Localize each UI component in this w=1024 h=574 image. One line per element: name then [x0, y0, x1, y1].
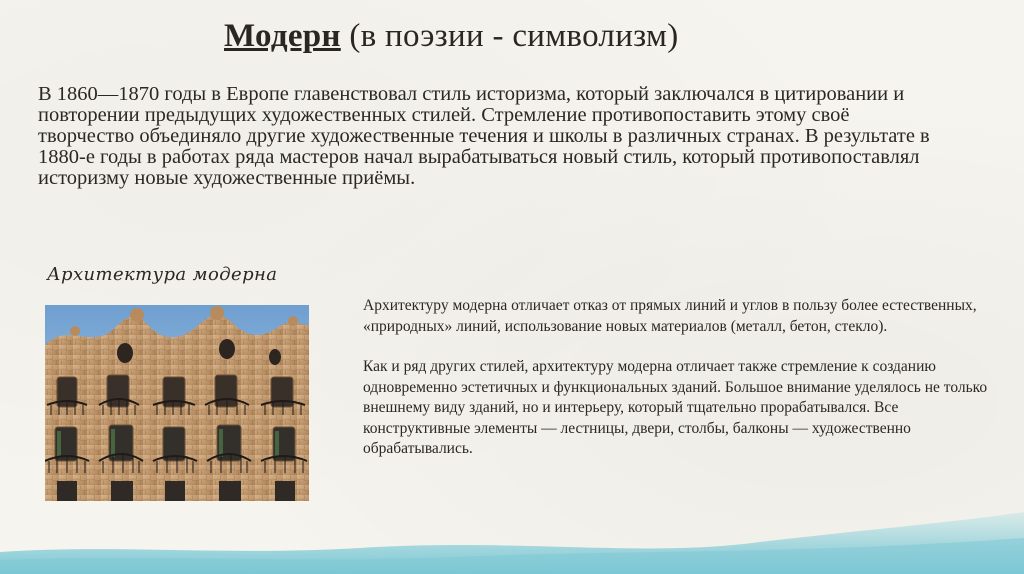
intro-paragraph: В 1860—1870 годы в Европе главенствовал стиль историзма, который заключался в цитировании и повторении предыдущих художественных стилей. Стремление противопоставить этому своё творчество объединяло другие художественные течения и школы в различных странах. В результате в 1880-е годы в работах ряда мастеров начал вырабатываться новый стиль, который противопоставлял историзму новые художественные приёмы. [38, 83, 930, 189]
decorative-wave [0, 494, 1024, 574]
architecture-heading: Архитектура модерна [47, 264, 278, 285]
architecture-paragraph-1: Архитектуру модерна отличает отказ от прямых линий и углов в пользу более естественных, «природных» линий, использование новых материалов (металл, бетон, стекло). [363, 297, 977, 335]
title-subtitle: (в поэзии - символизм) [340, 18, 679, 54]
building-facade-icon [45, 305, 309, 501]
title-main: Модерн [224, 18, 341, 54]
slide-title [224, 18, 679, 55]
modern-building-photo [45, 305, 309, 501]
architecture-paragraph-2: Как и ряд других стилей, архитектуру модерна отличает также стремление к созданию одновременно эстетичных и функциональных зданий. Большое внимание уделялось не только внешнему виду зданий, но и интерьеру, который тщательно прорабатывался. Все конструктивные элементы — лестницы, двери, столбы, балконы — художественно обрабатывались. [363, 358, 988, 457]
architecture-text [363, 296, 1003, 480]
